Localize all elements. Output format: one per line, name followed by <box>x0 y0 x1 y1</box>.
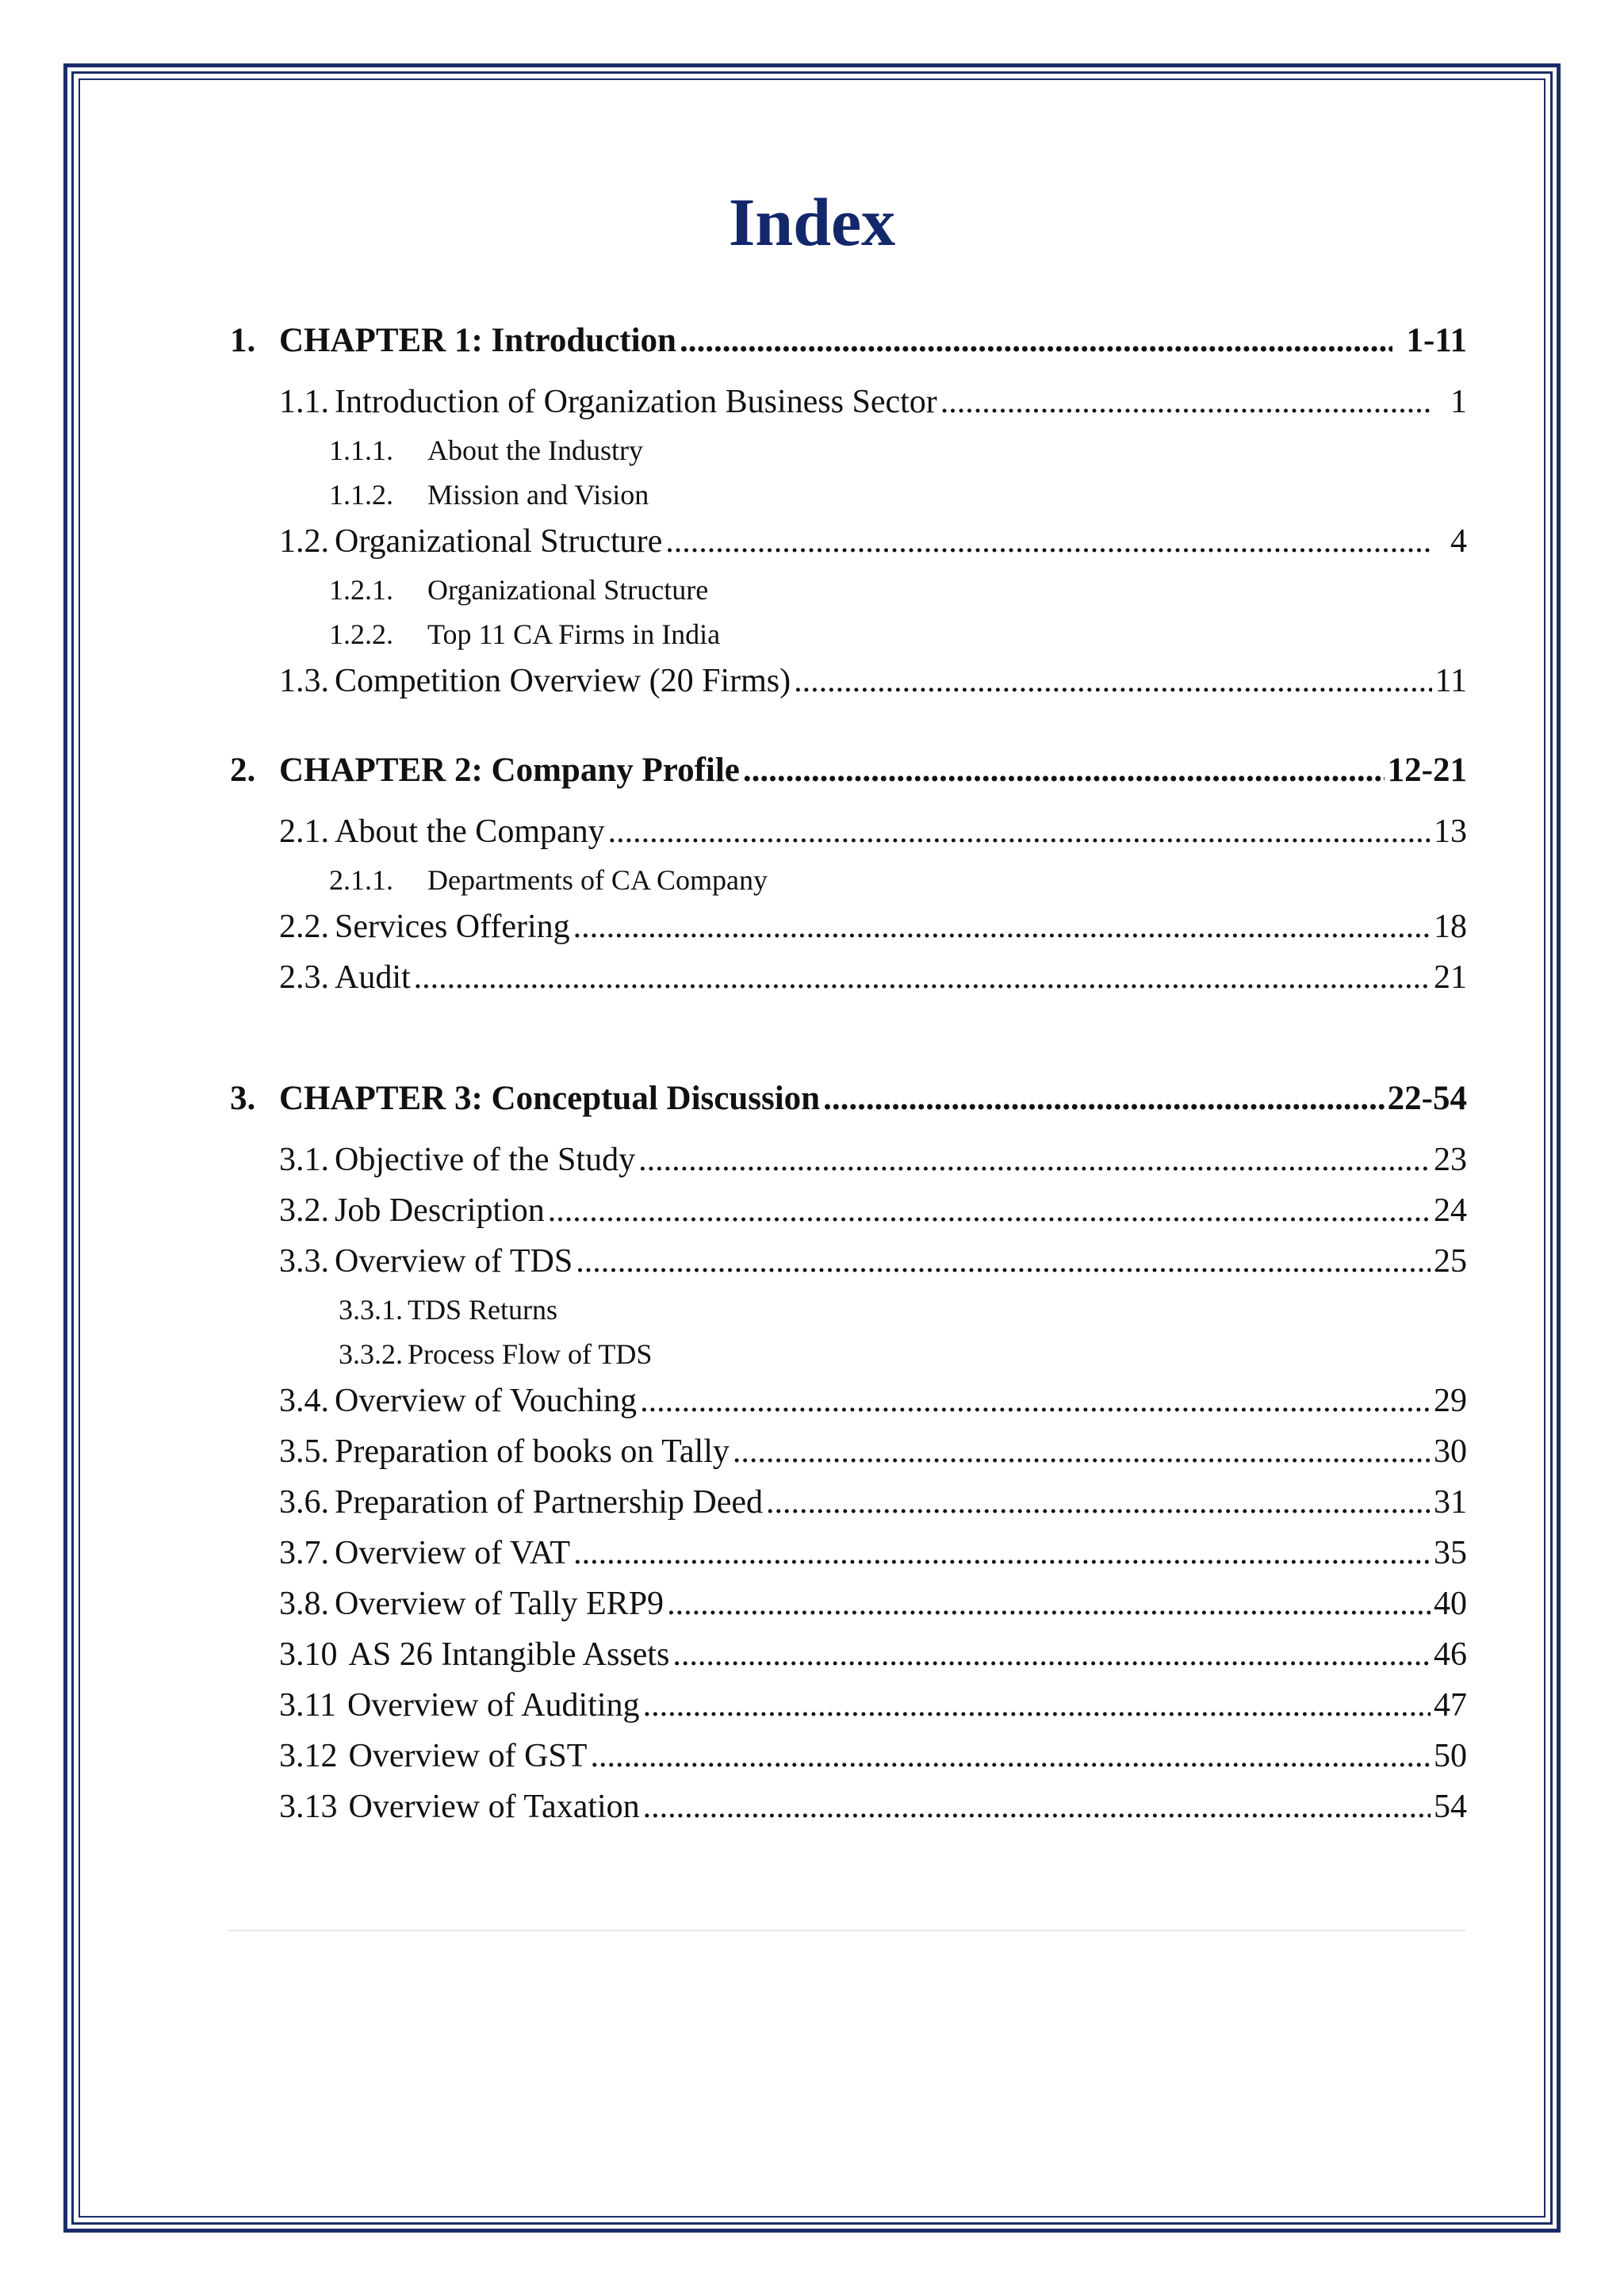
toc-section-3-5[interactable] <box>230 1433 1467 1483</box>
section-title: Overview of Taxation <box>348 1789 640 1825</box>
subsection-number: 3.3.1. <box>339 1294 403 1326</box>
toc-section-3-3[interactable] <box>230 1242 1467 1293</box>
subsection-number: 3.3.2. <box>339 1338 403 1370</box>
table-of-contents <box>230 321 1467 1839</box>
section-number: 3.12 <box>279 1738 338 1774</box>
section-number: 1.1. <box>279 384 329 420</box>
section-number: 3.10 <box>279 1636 338 1673</box>
section-title: Overview of Tally ERP9 <box>335 1586 665 1622</box>
dot-leader <box>573 908 1431 946</box>
section-page: 46 <box>1434 1636 1467 1673</box>
section-title: Overview of TDS <box>335 1243 573 1280</box>
dot-leader <box>766 1483 1431 1521</box>
section-title: Overview of Vouching <box>335 1383 638 1419</box>
dot-leader <box>576 1242 1431 1280</box>
toc-section-3-6[interactable] <box>230 1483 1467 1534</box>
dot-leader <box>548 1192 1431 1230</box>
subsection-title: Top 11 CA Firms in India <box>427 618 721 650</box>
section-title: Objective of the Study <box>335 1142 636 1178</box>
toc-subsection-3-3-1[interactable] <box>230 1293 1467 1337</box>
section-page: 11 <box>1434 663 1467 699</box>
subsection-number: 1.2.2. <box>329 618 393 650</box>
section-page: 1 <box>1450 384 1467 420</box>
section-page: 21 <box>1434 959 1467 996</box>
section-title: Overview of Auditing <box>347 1687 640 1724</box>
subsection-number: 1.1.1. <box>329 434 393 466</box>
section-page: 31 <box>1434 1484 1467 1521</box>
chapter-title: CHAPTER 3: Conceptual Discussion <box>279 1080 821 1117</box>
section-title: Overview of VAT <box>335 1535 571 1571</box>
chapter-pages: 12-21 <box>1387 752 1467 789</box>
subsection-number: 1.2.1. <box>329 574 393 606</box>
section-number: 2.3. <box>279 959 329 996</box>
toc-subsection-1-1-2[interactable] <box>230 478 1467 522</box>
toc-section-3-1[interactable] <box>230 1141 1467 1192</box>
section-number: 3.8. <box>279 1586 329 1622</box>
section-number: 1.3. <box>279 663 329 699</box>
section-title: Job Description <box>335 1192 545 1229</box>
section-page: 40 <box>1434 1586 1467 1622</box>
dot-leader <box>940 383 1432 421</box>
section-page: 30 <box>1434 1433 1467 1470</box>
dot-leader <box>573 1534 1431 1572</box>
section-number: 3.4. <box>279 1383 329 1419</box>
toc-section-1-2[interactable] <box>230 522 1467 573</box>
section-title: About the Company <box>335 813 605 850</box>
section-number: 3.1. <box>279 1142 329 1178</box>
section-title: Competition Overview (20 Firms) <box>335 663 791 699</box>
toc-subsection-1-1-1[interactable] <box>230 434 1467 478</box>
toc-section-1-1[interactable] <box>230 383 1467 434</box>
dot-leader <box>638 1141 1431 1179</box>
section-number: 3.2. <box>279 1192 329 1229</box>
dot-leader <box>665 522 1432 561</box>
subsection-title: About the Industry <box>427 434 643 466</box>
section-title: Introduction of Organization Business Sector <box>335 384 937 420</box>
dot-leader <box>680 321 1392 360</box>
section-number: 1.2. <box>279 523 329 560</box>
toc-section-2-1[interactable] <box>230 813 1467 863</box>
section-page: 13 <box>1434 813 1467 850</box>
toc-section-2-3[interactable] <box>230 959 1467 1009</box>
toc-section-2-2[interactable] <box>230 908 1467 959</box>
toc-chapter-1[interactable] <box>230 321 1467 372</box>
toc-section-3-8[interactable] <box>230 1585 1467 1636</box>
section-page: 47 <box>1434 1687 1467 1724</box>
toc-chapter-2[interactable] <box>230 751 1467 802</box>
toc-chapter-3[interactable] <box>230 1079 1467 1130</box>
chapter-number: 2. <box>230 752 256 789</box>
toc-section-3-12[interactable] <box>230 1737 1467 1788</box>
section-number: 3.6. <box>279 1484 329 1521</box>
chapter-pages: 22-54 <box>1387 1080 1467 1117</box>
toc-section-1-3[interactable] <box>230 662 1467 713</box>
dot-leader <box>640 1382 1431 1420</box>
section-number: 2.2. <box>279 909 329 945</box>
subsection-title: Process Flow of TDS <box>408 1338 653 1370</box>
section-number: 3.13 <box>279 1789 338 1825</box>
dot-leader <box>743 751 1385 790</box>
dot-leader <box>823 1079 1385 1118</box>
subsection-number: 1.1.2. <box>329 479 393 511</box>
chapter-number: 1. <box>230 322 256 359</box>
dot-leader <box>590 1737 1431 1775</box>
dot-leader <box>414 959 1431 997</box>
section-number: 2.1. <box>279 813 329 850</box>
section-page: 25 <box>1434 1243 1467 1280</box>
page-title: Index <box>728 184 896 260</box>
chapter-number: 3. <box>230 1080 256 1117</box>
toc-subsection-2-1-1[interactable] <box>230 863 1467 908</box>
dot-leader <box>643 1686 1431 1724</box>
toc-section-3-11[interactable] <box>230 1686 1467 1737</box>
subsection-title: Organizational Structure <box>427 574 709 606</box>
subsection-number: 2.1.1. <box>329 864 393 896</box>
dot-leader <box>608 813 1431 851</box>
toc-subsection-3-3-2[interactable] <box>230 1337 1467 1382</box>
section-page: 4 <box>1450 523 1467 560</box>
section-page: 29 <box>1434 1383 1467 1419</box>
section-number: 3.5. <box>279 1433 329 1470</box>
section-title: Organizational Structure <box>335 523 663 560</box>
chapter-title: CHAPTER 1: Introduction <box>279 322 676 359</box>
section-title: Preparation of Partnership Deed <box>335 1484 763 1521</box>
section-title: Overview of GST <box>348 1738 588 1774</box>
section-page: 35 <box>1434 1535 1467 1571</box>
section-page: 50 <box>1434 1738 1467 1774</box>
toc-section-3-13[interactable] <box>230 1788 1467 1839</box>
section-title: Services Offering <box>335 909 570 945</box>
subsection-title: Mission and Vision <box>427 479 649 511</box>
toc-section-3-10[interactable] <box>230 1636 1467 1686</box>
subsection-title: TDS Returns <box>408 1294 557 1326</box>
section-page: 18 <box>1434 909 1467 945</box>
footer-divider <box>228 1930 1465 1931</box>
subsection-title: Departments of CA Company <box>427 864 768 896</box>
dot-leader <box>667 1585 1431 1623</box>
section-page: 23 <box>1434 1142 1467 1178</box>
toc-subsection-1-2-2[interactable] <box>230 618 1467 662</box>
chapter-pages: 1-11 <box>1406 322 1467 359</box>
dot-leader <box>733 1433 1431 1471</box>
section-title: Preparation of books on Tally <box>335 1433 730 1470</box>
section-page: 24 <box>1434 1192 1467 1229</box>
section-number: 3.7. <box>279 1535 329 1571</box>
toc-subsection-1-2-1[interactable] <box>230 573 1467 618</box>
toc-section-3-4[interactable] <box>230 1382 1467 1433</box>
dot-leader <box>794 662 1431 700</box>
dot-leader <box>672 1636 1431 1674</box>
section-title: AS 26 Intangible Assets <box>348 1636 670 1673</box>
section-number: 3.11 <box>279 1687 336 1724</box>
toc-section-3-7[interactable] <box>230 1534 1467 1585</box>
dot-leader <box>643 1788 1431 1826</box>
chapter-title: CHAPTER 2: Company Profile <box>279 752 740 789</box>
section-page: 54 <box>1434 1789 1467 1825</box>
section-title: Audit <box>335 959 411 996</box>
section-number: 3.3. <box>279 1243 329 1280</box>
toc-section-3-2[interactable] <box>230 1192 1467 1242</box>
